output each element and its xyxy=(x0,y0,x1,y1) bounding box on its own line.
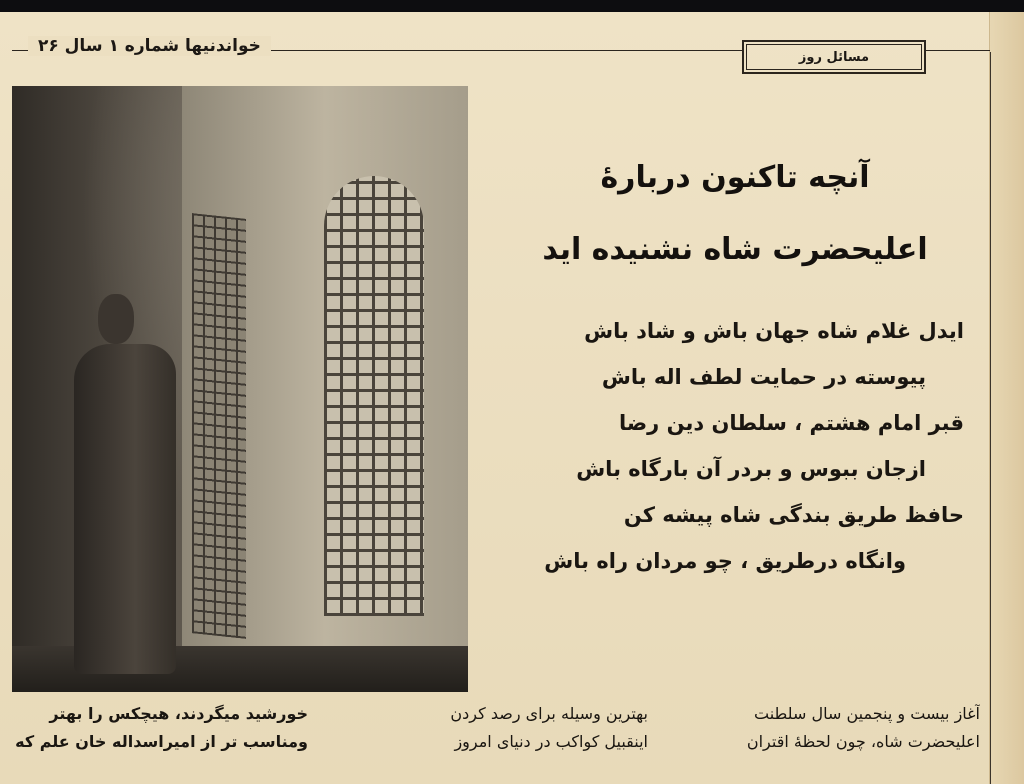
poem-line-3: قبر امام هشتم ، سلطان دین رضا xyxy=(619,411,964,435)
figure-head xyxy=(98,294,134,344)
column-line: اینقبیل کواکب در دنیای امروز xyxy=(454,732,648,751)
header-rule-right xyxy=(926,50,990,51)
poem-line-2: پیوسته در حمایت لطف اله باش xyxy=(601,365,926,389)
article-headline xyxy=(510,142,960,286)
headline-line-1: آنچه تاکنون دربارهٔ xyxy=(600,160,870,195)
column-rule xyxy=(990,52,991,784)
running-head: خواندنیها شماره ۱ سال ۲۶ xyxy=(28,36,271,56)
column-line: اعلیحضرت شاه، چون لحظهٔ اقتران xyxy=(746,732,980,751)
headline-line-2: اعلیحضرت شاه نشنیده اید xyxy=(542,232,928,267)
column-line: خورشید میگردند، هیچکس را بهتر xyxy=(49,704,308,723)
page-edge xyxy=(989,12,1024,784)
text-column-left xyxy=(8,700,308,756)
standing-figure xyxy=(74,344,176,674)
text-column-middle xyxy=(338,700,648,756)
poem-line-4: ازجان ببوس و بردر آن بارگاه باش xyxy=(576,457,926,481)
column-line: ومناسب تر از امیراسداله خان علم که xyxy=(15,732,308,751)
text-column-right xyxy=(680,700,980,756)
magazine-page xyxy=(0,12,1024,784)
column-line: آغاز بیست و پنجمین سال سلطنت xyxy=(754,704,980,723)
section-label: مسائل روز xyxy=(742,40,926,74)
column-line: بهترین وسیله برای رصد کردن xyxy=(450,704,648,723)
screen-top-bar xyxy=(0,0,1024,12)
shrine-photo xyxy=(12,86,468,692)
shrine-lattice-window xyxy=(324,176,424,616)
poem-line-5: حافظ طریق بندگی شاه پیشه کن xyxy=(623,503,964,527)
poem-block xyxy=(520,308,964,584)
page-header xyxy=(0,32,1000,66)
poem-line-1: ایدل غلام شاه جهان باش و شاد باش xyxy=(584,319,964,343)
shrine-side-lattice xyxy=(192,213,246,639)
poem-line-6: وانگاه درطریق ، چو مردان راه باش xyxy=(544,549,906,573)
